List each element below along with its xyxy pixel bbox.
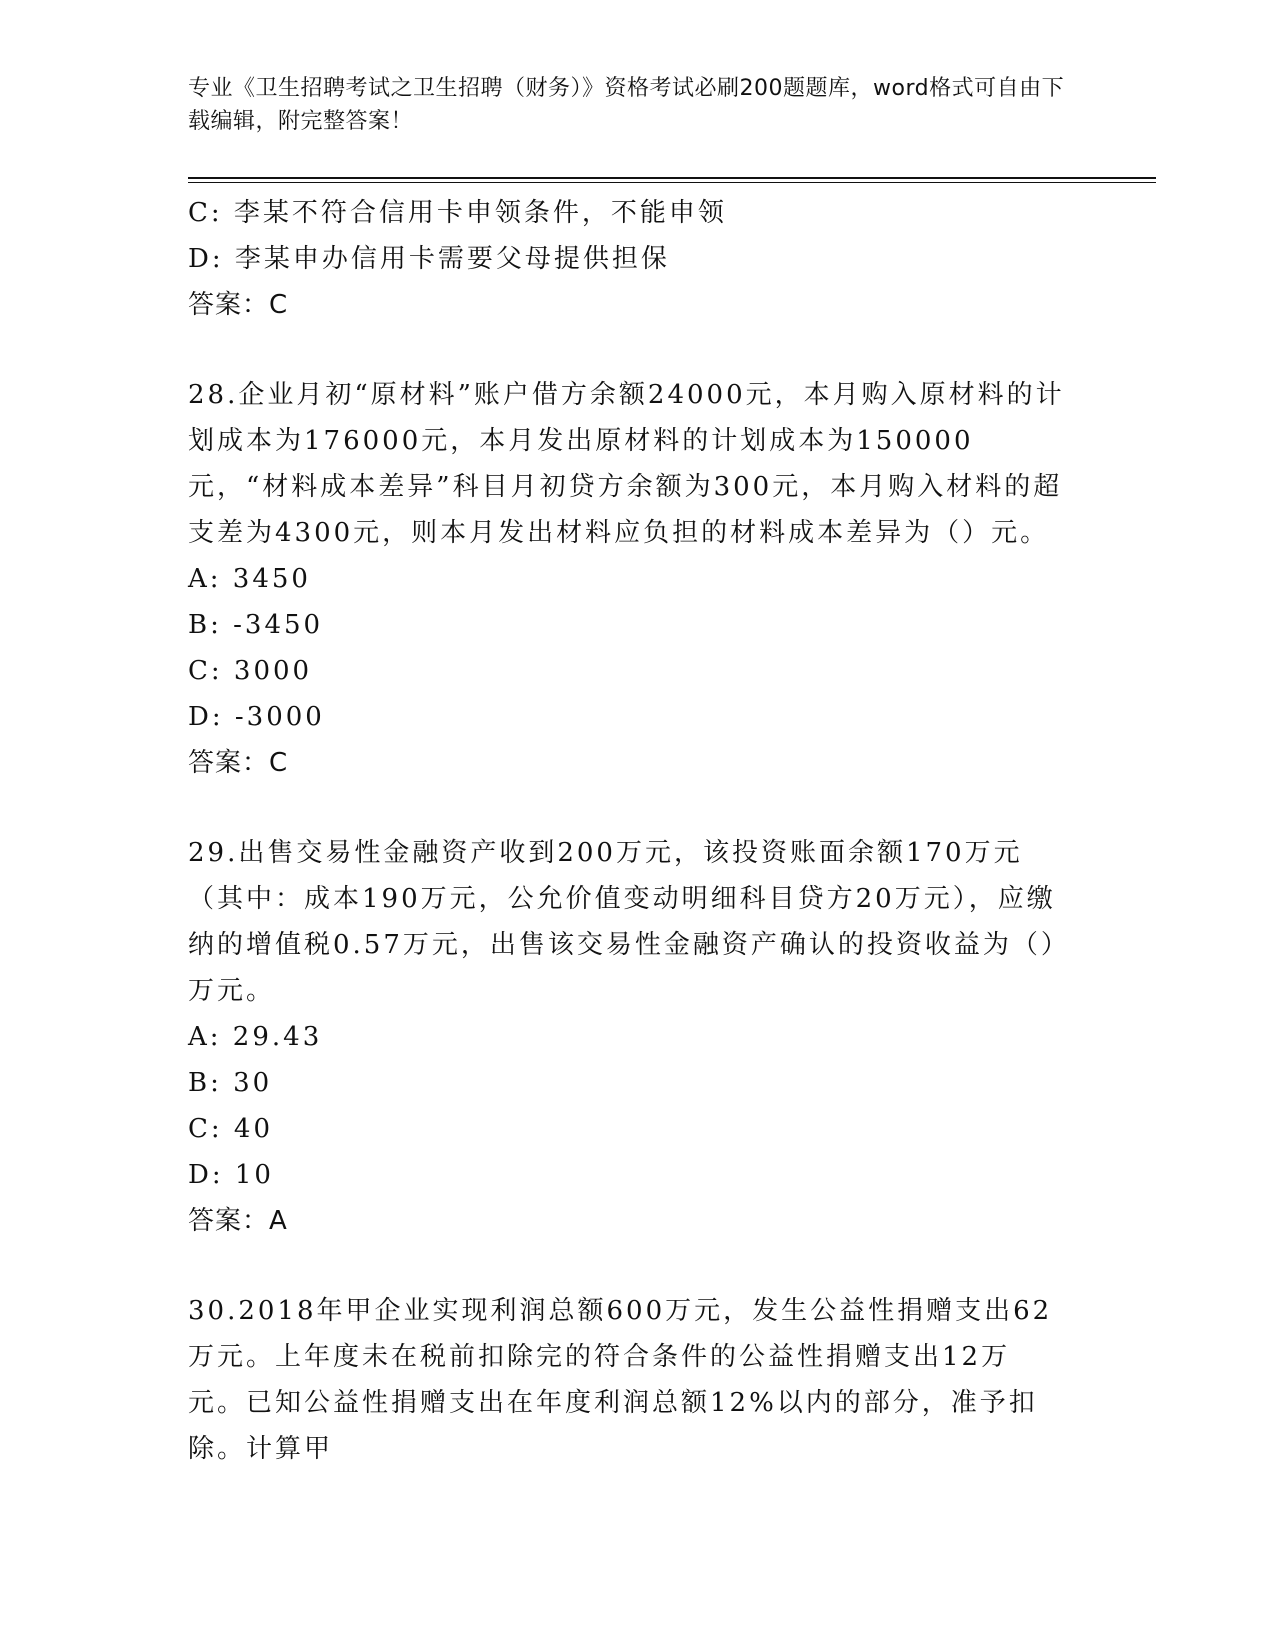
option-a: A: 3450 [188, 564, 311, 594]
option-c: C: 李某不符合信用卡申领条件，不能申领 [188, 198, 727, 228]
option-d: D: 10 [188, 1160, 274, 1190]
option-c: C: 3000 [188, 656, 313, 686]
question-stem: 30.2018年甲企业实现利润总额600万元，发生公益性捐赠支出62万元。上年度未在税前扣除完的符合条件的公益性捐赠支出12万元。已知公益性捐赠支出在年度利润总额12%以内的部分，准予扣除。计算甲 [188, 1296, 1053, 1464]
question-stem: 28.企业月初“原材料”账户借方余额24000元，本月购入原材料的计划成本为176000元，本月发出原材料的计划成本为150000元，“材料成本差异”科目月初贷方余额为300元，本月购入材料的超支差为4300元，则本月发出材料应负担的材料成本差异为（）元。 [188, 380, 1065, 548]
header-divider [188, 177, 1156, 179]
document-header: 专业《卫生招聘考试之卫生招聘（财务）》资格考试必刷200题题库，word格式可自由下载编辑，附完整答案！ [188, 76, 1065, 134]
answer-line: 答案：C [188, 748, 289, 778]
option-c: C: 40 [188, 1114, 274, 1144]
header-divider-thin [188, 182, 1156, 183]
question-28 [188, 372, 1068, 786]
document-body [188, 190, 1068, 1472]
option-b: B: -3450 [188, 610, 324, 640]
question-stem: 29.出售交易性金融资产收到200万元，该投资账面余额170万元（其中：成本190万元，公允价值变动明细科目贷方20万元），应缴纳的增值税0.57万元，出售该交易性金融资产确认的投资收益为（）万元。 [188, 838, 1057, 1006]
question-27-tail [188, 190, 1068, 328]
question-29 [188, 830, 1068, 1244]
option-d: D: 李某申办信用卡需要父母提供担保 [188, 244, 670, 274]
option-b: B: 30 [188, 1068, 273, 1098]
answer-line: 答案：A [188, 1206, 288, 1236]
question-30 [188, 1288, 1068, 1472]
answer-line: 答案：C [188, 290, 289, 320]
option-a: A: 29.43 [188, 1022, 323, 1052]
option-d: D: -3000 [188, 702, 325, 732]
